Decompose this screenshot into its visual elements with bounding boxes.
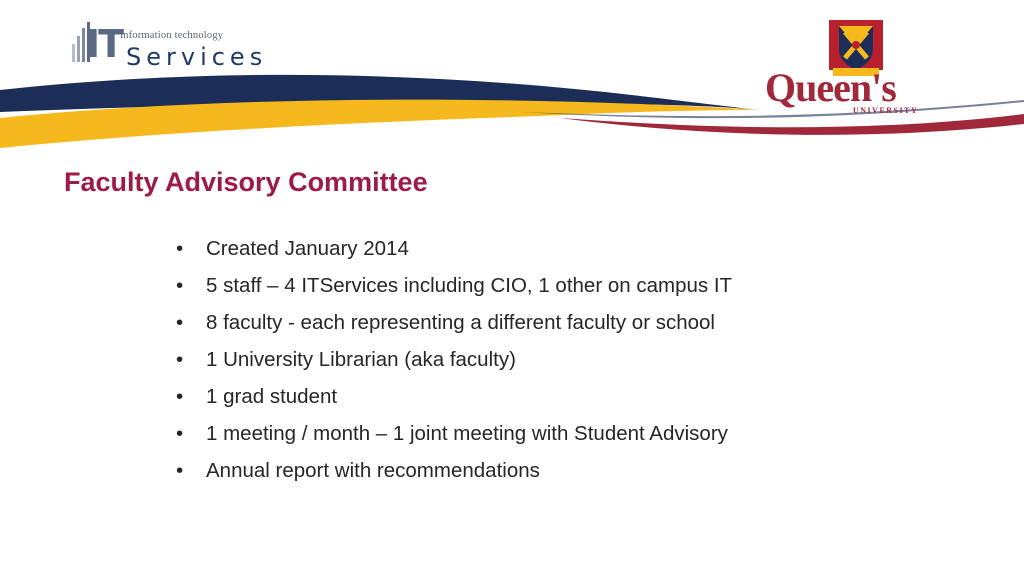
bullet-icon: • (176, 422, 184, 445)
bullet-item (176, 306, 732, 343)
queens-wordmark: Queen's (765, 65, 896, 110)
bullet-icon: • (176, 385, 184, 408)
bullet-item (176, 343, 732, 380)
it-wordmark: Services (126, 43, 268, 71)
bullet-icon: • (176, 237, 184, 260)
bullet-text: 8 faculty - each representing a different faculty or school (206, 311, 715, 334)
bullet-item (176, 417, 732, 454)
queens-subtitle: UNIVERSITY (853, 106, 919, 115)
it-tagline: information technology (120, 30, 224, 41)
itservices-logo (70, 18, 280, 71)
bullet-text: Annual report with recommendations (206, 459, 540, 482)
bullet-text: Created January 2014 (206, 237, 409, 260)
slide-title: Faculty Advisory Committee (64, 167, 428, 197)
bullet-icon: • (176, 274, 184, 297)
bullet-icon: • (176, 459, 184, 482)
bullet-text: 1 grad student (206, 385, 338, 408)
it-letters: IT (86, 22, 123, 66)
bullet-icon: • (176, 311, 184, 334)
bullet-item (176, 232, 732, 269)
bullet-text: 1 meeting / month – 1 joint meeting with Student Advisory (206, 422, 728, 445)
bullet-text: 5 staff – 4 ITServices including CIO, 1 other on campus IT (206, 274, 733, 297)
bullet-list (176, 232, 732, 491)
bullet-icon: • (176, 348, 184, 371)
bullet-text: 1 University Librarian (aka faculty) (206, 348, 516, 371)
bullet-item (176, 269, 732, 306)
bullet-item (176, 454, 732, 491)
bullet-item (176, 380, 732, 417)
